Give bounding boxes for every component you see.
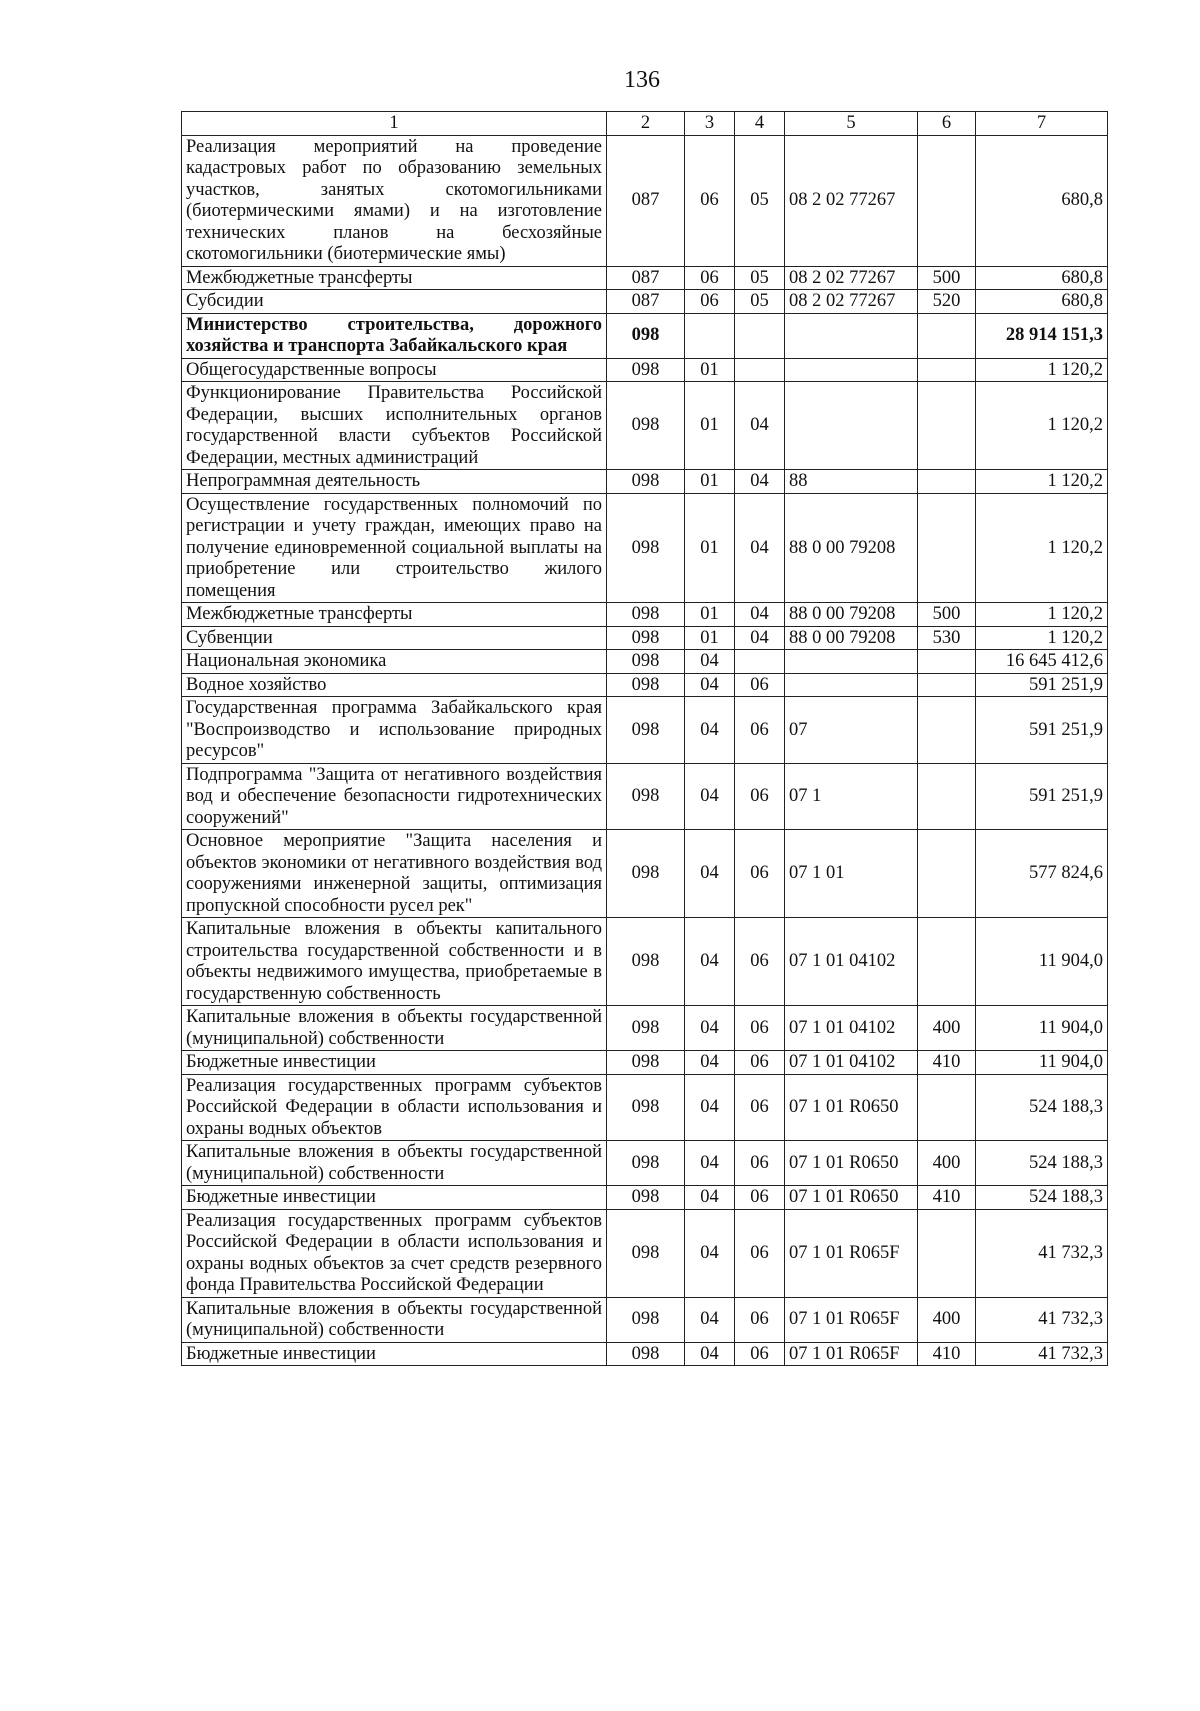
table-row (182, 493, 1108, 603)
row-code-col3-cell: 01 (685, 358, 735, 382)
row-code-col3-cell: 04 (685, 697, 735, 764)
row-code-col4-cell: 06 (735, 763, 785, 830)
row-code-col4-cell: 05 (735, 135, 785, 266)
row-name-cell: Капитальные вложения в объекты государственной (муниципальной) собственности (182, 1297, 607, 1342)
row-name-cell: Национальная экономика (182, 650, 607, 674)
table-row (182, 918, 1108, 1006)
row-code-col4-cell (735, 313, 785, 358)
table-row (182, 650, 1108, 674)
row-code-col2-cell: 098 (607, 470, 685, 494)
row-code-col5-cell: 07 1 01 04102 (785, 1006, 918, 1051)
table-row (182, 1006, 1108, 1051)
row-code-col5-cell: 07 1 01 04102 (785, 1051, 918, 1075)
row-code-col3-cell: 01 (685, 603, 735, 627)
table-row (182, 290, 1108, 314)
row-code-col5-cell: 88 0 00 79208 (785, 603, 918, 627)
row-code-col3-cell: 04 (685, 918, 735, 1006)
row-code-col3-cell: 04 (685, 1209, 735, 1297)
row-code-col5-cell: 07 1 01 (785, 830, 918, 918)
row-amount-cell: 1 120,2 (976, 470, 1108, 494)
row-amount-cell: 11 904,0 (976, 918, 1108, 1006)
row-code-col3-cell: 04 (685, 763, 735, 830)
row-code-col2-cell: 087 (607, 135, 685, 266)
table-row (182, 1209, 1108, 1297)
row-amount-cell: 524 188,3 (976, 1074, 1108, 1141)
row-code-col6-cell: 400 (918, 1006, 976, 1051)
row-code-col4-cell: 05 (735, 266, 785, 290)
row-code-col5-cell: 07 1 01 R065F (785, 1297, 918, 1342)
row-code-col5-cell: 07 1 01 R0650 (785, 1141, 918, 1186)
row-code-col2-cell: 098 (607, 1141, 685, 1186)
row-name-cell: Капитальные вложения в объекты государственной (муниципальной) собственности (182, 1141, 607, 1186)
row-code-col6-cell: 400 (918, 1141, 976, 1186)
row-amount-cell: 1 120,2 (976, 382, 1108, 470)
row-code-col2-cell: 098 (607, 1297, 685, 1342)
row-code-col4-cell: 06 (735, 1186, 785, 1210)
row-amount-cell: 680,8 (976, 290, 1108, 314)
row-code-col6-cell (918, 650, 976, 674)
row-code-col3-cell: 04 (685, 1074, 735, 1141)
row-code-col4-cell: 06 (735, 1074, 785, 1141)
row-code-col6-cell (918, 470, 976, 494)
row-code-col3-cell: 01 (685, 626, 735, 650)
row-amount-cell: 41 732,3 (976, 1342, 1108, 1366)
row-code-col5-cell: 88 0 00 79208 (785, 493, 918, 603)
row-name-cell: Общегосударственные вопросы (182, 358, 607, 382)
row-name-cell: Подпрограмма "Защита от негативного воздействия вод и обеспечение безопасности гидротехнических сооружений" (182, 763, 607, 830)
row-amount-cell: 11 904,0 (976, 1051, 1108, 1075)
row-amount-cell: 680,8 (976, 135, 1108, 266)
row-code-col2-cell: 087 (607, 266, 685, 290)
row-code-col3-cell: 04 (685, 1297, 735, 1342)
row-code-col6-cell: 400 (918, 1297, 976, 1342)
table-row (182, 313, 1108, 358)
row-code-col6-cell: 520 (918, 290, 976, 314)
row-name-cell: Основное мероприятие "Защита населения и объектов экономики от негативного воздействия вод сооружениями инженерной защиты, оптимизация пропускной способности русел рек" (182, 830, 607, 918)
row-code-col3-cell: 04 (685, 1051, 735, 1075)
header-cell-6: 6 (918, 112, 976, 136)
table-row (182, 1141, 1108, 1186)
row-code-col4-cell: 06 (735, 1209, 785, 1297)
row-name-cell: Капитальные вложения в объекты капитального строительства государственной собственности и в объекты недвижимого имущества, приобретаемые в государственную собственность (182, 918, 607, 1006)
row-name-cell: Непрограммная деятельность (182, 470, 607, 494)
row-name-cell: Межбюджетные трансферты (182, 603, 607, 627)
row-name-cell: Субвенции (182, 626, 607, 650)
row-code-col2-cell: 098 (607, 697, 685, 764)
row-name-cell: Межбюджетные трансферты (182, 266, 607, 290)
row-code-col3-cell: 01 (685, 470, 735, 494)
header-cell-5: 5 (785, 112, 918, 136)
row-code-col6-cell (918, 697, 976, 764)
table-row (182, 830, 1108, 918)
table-header-row (182, 112, 1108, 136)
table-row (182, 1342, 1108, 1366)
row-name-cell: Водное хозяйство (182, 673, 607, 697)
row-code-col3-cell: 06 (685, 135, 735, 266)
table-row (182, 673, 1108, 697)
row-amount-cell: 577 824,6 (976, 830, 1108, 918)
row-code-col4-cell (735, 650, 785, 674)
row-code-col5-cell: 88 0 00 79208 (785, 626, 918, 650)
row-code-col5-cell: 08 2 02 77267 (785, 290, 918, 314)
table-row (182, 697, 1108, 764)
row-amount-cell: 591 251,9 (976, 697, 1108, 764)
row-code-col4-cell: 04 (735, 493, 785, 603)
row-code-col4-cell: 05 (735, 290, 785, 314)
row-amount-cell: 1 120,2 (976, 493, 1108, 603)
row-code-col6-cell: 530 (918, 626, 976, 650)
row-name-cell: Реализация мероприятий на проведение кадастровых работ по образованию земельных участков, занятых скотомогильниками (биотермическими ямами) и на изготовление технических планов на бесхозяйные скотомогильники (биотермические ямы) (182, 135, 607, 266)
row-code-col3-cell: 04 (685, 673, 735, 697)
row-code-col3-cell: 01 (685, 382, 735, 470)
table-row (182, 266, 1108, 290)
row-code-col2-cell: 098 (607, 650, 685, 674)
row-code-col6-cell: 410 (918, 1342, 976, 1366)
row-code-col6-cell (918, 313, 976, 358)
table-row (182, 1074, 1108, 1141)
row-amount-cell: 11 904,0 (976, 1006, 1108, 1051)
row-code-col4-cell: 06 (735, 1342, 785, 1366)
row-code-col6-cell: 410 (918, 1186, 976, 1210)
row-code-col2-cell: 087 (607, 290, 685, 314)
row-code-col6-cell (918, 830, 976, 918)
row-code-col4-cell: 06 (735, 697, 785, 764)
header-cell-7: 7 (976, 112, 1108, 136)
row-code-col5-cell: 07 (785, 697, 918, 764)
row-amount-cell: 680,8 (976, 266, 1108, 290)
row-name-cell: Реализация государственных программ субъектов Российской Федерации в области использования и охраны водных объектов (182, 1074, 607, 1141)
row-code-col6-cell (918, 382, 976, 470)
row-code-col2-cell: 098 (607, 830, 685, 918)
row-code-col2-cell: 098 (607, 1186, 685, 1210)
table-row (182, 1186, 1108, 1210)
row-code-col5-cell: 88 (785, 470, 918, 494)
row-code-col6-cell (918, 493, 976, 603)
table-row (182, 603, 1108, 627)
row-code-col2-cell: 098 (607, 382, 685, 470)
row-code-col2-cell: 098 (607, 918, 685, 1006)
row-name-cell: Осуществление государственных полномочий по регистрации и учету граждан, имеющих право на получение единовременной социальной выплаты на приобретение или строительство жилого помещения (182, 493, 607, 603)
header-cell-4: 4 (735, 112, 785, 136)
row-code-col5-cell: 07 1 01 R0650 (785, 1074, 918, 1141)
header-cell-1: 1 (182, 112, 607, 136)
table-row (182, 1297, 1108, 1342)
row-name-cell: Функционирование Правительства Российской Федерации, высших исполнительных органов государственной власти субъектов Российской Федерации, местных администраций (182, 382, 607, 470)
row-amount-cell: 1 120,2 (976, 626, 1108, 650)
row-name-cell: Бюджетные инвестиции (182, 1051, 607, 1075)
header-cell-3: 3 (685, 112, 735, 136)
table-row (182, 382, 1108, 470)
row-code-col4-cell: 04 (735, 382, 785, 470)
row-code-col5-cell (785, 313, 918, 358)
row-code-col4-cell: 04 (735, 603, 785, 627)
row-code-col3-cell: 01 (685, 493, 735, 603)
row-code-col2-cell: 098 (607, 626, 685, 650)
row-code-col5-cell: 08 2 02 77267 (785, 135, 918, 266)
row-code-col5-cell (785, 382, 918, 470)
row-code-col5-cell: 07 1 01 R065F (785, 1209, 918, 1297)
row-code-col2-cell: 098 (607, 763, 685, 830)
table-row (182, 763, 1108, 830)
row-amount-cell: 524 188,3 (976, 1141, 1108, 1186)
row-code-col6-cell (918, 763, 976, 830)
row-code-col5-cell: 07 1 01 R0650 (785, 1186, 918, 1210)
row-code-col4-cell: 06 (735, 1141, 785, 1186)
row-code-col5-cell: 07 1 (785, 763, 918, 830)
row-code-col5-cell (785, 673, 918, 697)
row-code-col2-cell: 098 (607, 358, 685, 382)
row-code-col4-cell (735, 358, 785, 382)
row-code-col2-cell: 098 (607, 493, 685, 603)
page-number: 136 (624, 67, 660, 93)
row-code-col2-cell: 098 (607, 673, 685, 697)
row-amount-cell: 16 645 412,6 (976, 650, 1108, 674)
header-cell-2: 2 (607, 112, 685, 136)
row-code-col3-cell: 04 (685, 1141, 735, 1186)
table-row (182, 626, 1108, 650)
row-code-col6-cell (918, 1209, 976, 1297)
row-code-col3-cell: 06 (685, 266, 735, 290)
row-code-col6-cell (918, 918, 976, 1006)
row-name-cell: Субсидии (182, 290, 607, 314)
row-code-col6-cell: 410 (918, 1051, 976, 1075)
row-name-cell: Реализация государственных программ субъектов Российской Федерации в области использования и охраны водных объектов за счет средств резервного фонда Правительства Российской Федерации (182, 1209, 607, 1297)
row-code-col6-cell: 500 (918, 266, 976, 290)
row-amount-cell: 591 251,9 (976, 763, 1108, 830)
row-code-col2-cell: 098 (607, 1006, 685, 1051)
row-code-col2-cell: 098 (607, 603, 685, 627)
row-name-cell: Бюджетные инвестиции (182, 1186, 607, 1210)
row-code-col2-cell: 098 (607, 1209, 685, 1297)
row-name-cell: Государственная программа Забайкальского края "Воспроизводство и использование природных ресурсов" (182, 697, 607, 764)
row-name-cell: Бюджетные инвестиции (182, 1342, 607, 1366)
row-code-col4-cell: 06 (735, 918, 785, 1006)
row-code-col6-cell (918, 673, 976, 697)
row-amount-cell: 41 732,3 (976, 1209, 1108, 1297)
row-code-col4-cell: 06 (735, 1051, 785, 1075)
row-code-col4-cell: 06 (735, 673, 785, 697)
table-row (182, 358, 1108, 382)
row-amount-cell: 1 120,2 (976, 603, 1108, 627)
row-code-col3-cell: 04 (685, 1342, 735, 1366)
row-code-col3-cell: 04 (685, 1186, 735, 1210)
row-code-col2-cell: 098 (607, 1342, 685, 1366)
table-body (182, 112, 1108, 1366)
table-row (182, 470, 1108, 494)
row-code-col4-cell: 04 (735, 626, 785, 650)
row-code-col2-cell: 098 (607, 313, 685, 358)
row-code-col4-cell: 06 (735, 1006, 785, 1051)
row-code-col5-cell: 08 2 02 77267 (785, 266, 918, 290)
row-code-col5-cell (785, 358, 918, 382)
row-code-col3-cell: 04 (685, 650, 735, 674)
row-code-col4-cell: 06 (735, 1297, 785, 1342)
row-code-col4-cell: 04 (735, 470, 785, 494)
row-code-col4-cell: 06 (735, 830, 785, 918)
table-row (182, 135, 1108, 266)
row-code-col5-cell: 07 1 01 04102 (785, 918, 918, 1006)
row-name-cell: Министерство строительства, дорожного хозяйства и транспорта Забайкальского края (182, 313, 607, 358)
table-row (182, 1051, 1108, 1075)
row-name-cell: Капитальные вложения в объекты государственной (муниципальной) собственности (182, 1006, 607, 1051)
row-code-col6-cell (918, 135, 976, 266)
row-code-col3-cell: 04 (685, 1006, 735, 1051)
row-amount-cell: 591 251,9 (976, 673, 1108, 697)
row-code-col3-cell: 04 (685, 830, 735, 918)
row-code-col3-cell: 06 (685, 290, 735, 314)
row-amount-cell: 41 732,3 (976, 1297, 1108, 1342)
row-code-col5-cell: 07 1 01 R065F (785, 1342, 918, 1366)
row-code-col3-cell (685, 313, 735, 358)
row-code-col2-cell: 098 (607, 1074, 685, 1141)
budget-table (181, 111, 1108, 1366)
row-amount-cell: 1 120,2 (976, 358, 1108, 382)
row-code-col6-cell (918, 358, 976, 382)
row-code-col5-cell (785, 650, 918, 674)
row-amount-cell: 524 188,3 (976, 1186, 1108, 1210)
row-amount-cell: 28 914 151,3 (976, 313, 1108, 358)
row-code-col6-cell (918, 1074, 976, 1141)
row-code-col2-cell: 098 (607, 1051, 685, 1075)
row-code-col6-cell: 500 (918, 603, 976, 627)
